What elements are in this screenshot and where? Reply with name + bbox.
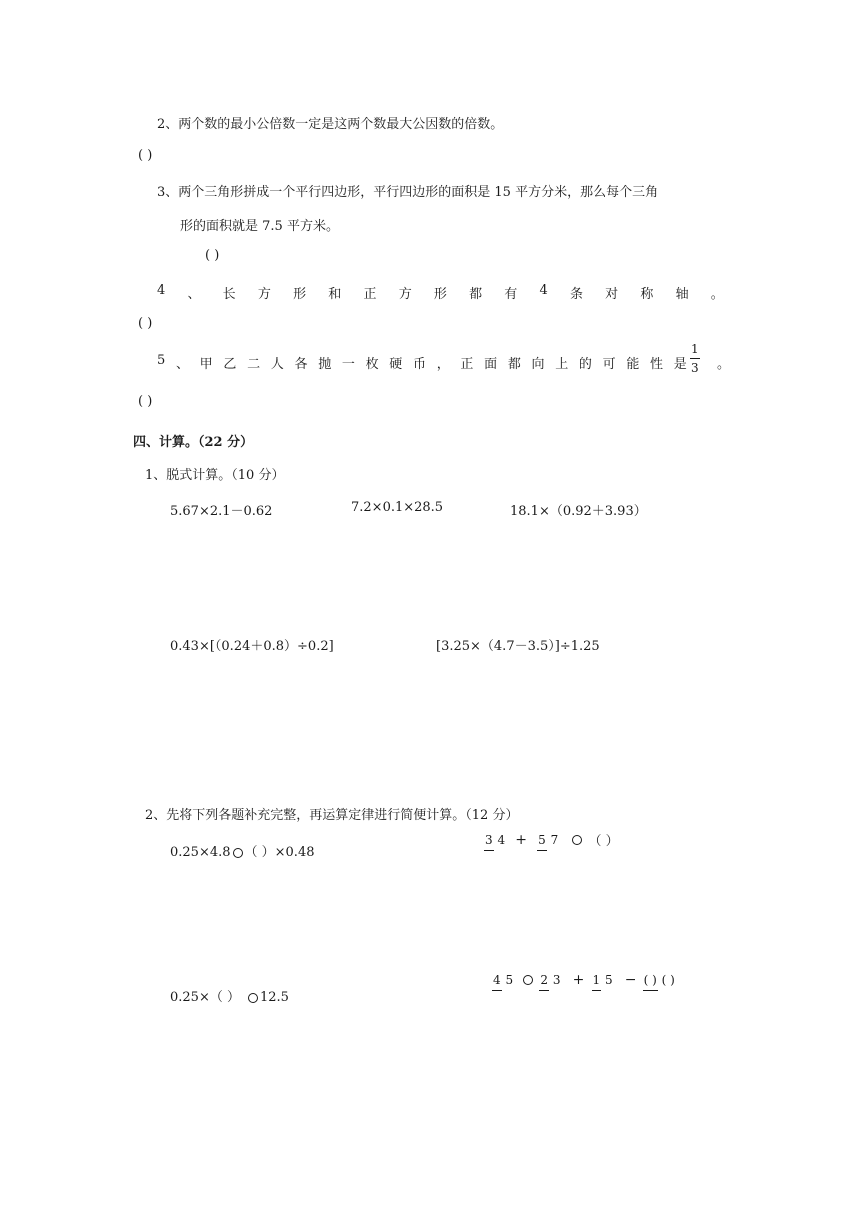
q4-char: 对 xyxy=(605,287,619,302)
fraction-numerator: 1 xyxy=(592,973,602,991)
fraction xyxy=(539,974,560,986)
expr-text: 12.5 xyxy=(259,990,289,1005)
q5-char: 面 xyxy=(484,357,498,372)
fraction-denominator-blank[interactable]: ( ) xyxy=(661,973,675,987)
q4-char: 、 xyxy=(187,287,201,302)
fraction-numerator-blank[interactable]: ( ) xyxy=(643,973,658,991)
q5-char: 硬 xyxy=(389,357,403,372)
simplify-expression-3 xyxy=(170,986,289,1005)
probability-fraction xyxy=(690,343,700,374)
q5-char: 乙 xyxy=(223,357,237,372)
calc-expression: 5.67×2.1－0.62 xyxy=(170,504,273,519)
fraction-denominator: 3 xyxy=(552,973,561,987)
q4-char: 4 xyxy=(539,283,548,298)
q5-char: 上 xyxy=(555,357,569,372)
question-5-text xyxy=(157,353,687,372)
operator-circle-blank[interactable] xyxy=(523,975,533,985)
q4-char: 形 xyxy=(433,287,447,302)
calc-expression: 7.2×0.1×28.5 xyxy=(351,500,444,515)
q5-char: 的 xyxy=(578,357,592,372)
blank-fraction[interactable] xyxy=(643,974,675,986)
fraction-numerator: 2 xyxy=(539,973,549,991)
q4-char: 正 xyxy=(363,287,377,302)
q5-char: ， xyxy=(436,357,450,372)
question-4-text xyxy=(157,283,724,302)
question-2-text: 2、两个数的最小公倍数一定是这两个数最大公因数的倍数。 xyxy=(157,117,504,132)
q4-char: 有 xyxy=(504,287,518,302)
q5-char: 各 xyxy=(294,357,308,372)
q5-char: 正 xyxy=(460,357,474,372)
answer-paren-5[interactable]: ( ) xyxy=(138,394,153,409)
q5-char: 币 xyxy=(413,357,427,372)
q5-char: 5 xyxy=(157,353,166,368)
answer-paren-2[interactable]: ( ) xyxy=(138,148,153,163)
fraction-denominator: 4 xyxy=(497,832,506,847)
q5-char: 是 xyxy=(673,357,687,372)
fraction-denominator: 3 xyxy=(691,361,699,375)
simplify-expression-4 xyxy=(492,972,675,988)
q5-char: 、 xyxy=(175,357,189,372)
fraction-numerator: 3 xyxy=(484,833,494,851)
question-5-end: 。 xyxy=(717,357,731,372)
q5-char: 向 xyxy=(531,357,545,372)
fraction-numerator: 5 xyxy=(537,833,547,851)
expr-text: （ ）×0.48 xyxy=(244,845,315,860)
q4-char: 形 xyxy=(293,287,307,302)
q4-char: 条 xyxy=(569,287,583,302)
simplify-expression-2 xyxy=(484,830,619,849)
section-4-title: 四、计算。（22 分） xyxy=(133,435,254,450)
q5-char: 都 xyxy=(507,357,521,372)
part-2-title: 2、先将下列各题补充完整，再运算定律进行简便计算。（12 分） xyxy=(145,808,519,823)
q5-char: 性 xyxy=(650,357,664,372)
fraction-numerator: 1 xyxy=(690,343,700,359)
minus-sign: − xyxy=(624,972,637,988)
simplify-expression-1 xyxy=(170,841,315,860)
question-3-line2: 形的面积就是 7.5 平方米。 xyxy=(180,219,339,234)
calc-expression: [3.25×（4.7－3.5）]÷1.25 xyxy=(436,639,600,654)
calc-expression: 0.43×[（0.24＋0.8）÷0.2] xyxy=(170,639,334,654)
q4-char: 4 xyxy=(157,283,166,298)
fraction xyxy=(537,834,558,846)
q5-char: 人 xyxy=(270,357,284,372)
q5-char: 能 xyxy=(626,357,640,372)
part-1-title xyxy=(145,464,284,483)
q4-char: 和 xyxy=(328,287,342,302)
operator-circle-blank[interactable] xyxy=(233,848,243,858)
q4-char: 方 xyxy=(257,287,271,302)
operator-circle-blank[interactable] xyxy=(248,993,258,1003)
fraction-denominator: 5 xyxy=(604,973,613,987)
fraction xyxy=(484,834,505,846)
plus-sign: + xyxy=(515,831,527,848)
q4-char: 方 xyxy=(398,287,412,302)
q4-char: 。 xyxy=(710,287,724,302)
question-3-line1: 3、两个三角形拼成一个平行四边形，平行四边形的面积是 15 平方分米，那么每个三角 xyxy=(157,185,659,200)
part-1-title-text: 1、脱式计算。（10 分） xyxy=(145,468,285,483)
fraction-denominator: 5 xyxy=(505,973,514,987)
q4-char: 都 xyxy=(469,287,483,302)
fraction xyxy=(592,974,613,986)
q5-char: 枚 xyxy=(365,357,379,372)
q4-char: 轴 xyxy=(675,287,689,302)
q4-char: 称 xyxy=(640,287,654,302)
expr-text: 0.25×4.8 xyxy=(170,845,231,860)
answer-paren-3[interactable]: ( ) xyxy=(205,248,220,263)
q5-char: 可 xyxy=(602,357,616,372)
q5-char: 二 xyxy=(247,357,261,372)
operator-circle-blank[interactable] xyxy=(572,835,582,845)
calc-expression: 18.1×（0.92＋3.93） xyxy=(510,504,647,519)
expr-text: 0.25×（ ） xyxy=(170,990,240,1005)
q5-char: 甲 xyxy=(199,357,213,372)
fraction-denominator: 7 xyxy=(550,832,559,847)
answer-paren-4[interactable]: ( ) xyxy=(138,316,153,331)
fraction-numerator: 4 xyxy=(492,973,502,991)
answer-blank[interactable]: （ ） xyxy=(588,834,619,849)
q5-char: 一 xyxy=(341,357,355,372)
q4-char: 长 xyxy=(222,287,236,302)
fraction xyxy=(492,974,513,986)
plus-sign: + xyxy=(572,972,585,988)
q5-char: 抛 xyxy=(318,357,332,372)
